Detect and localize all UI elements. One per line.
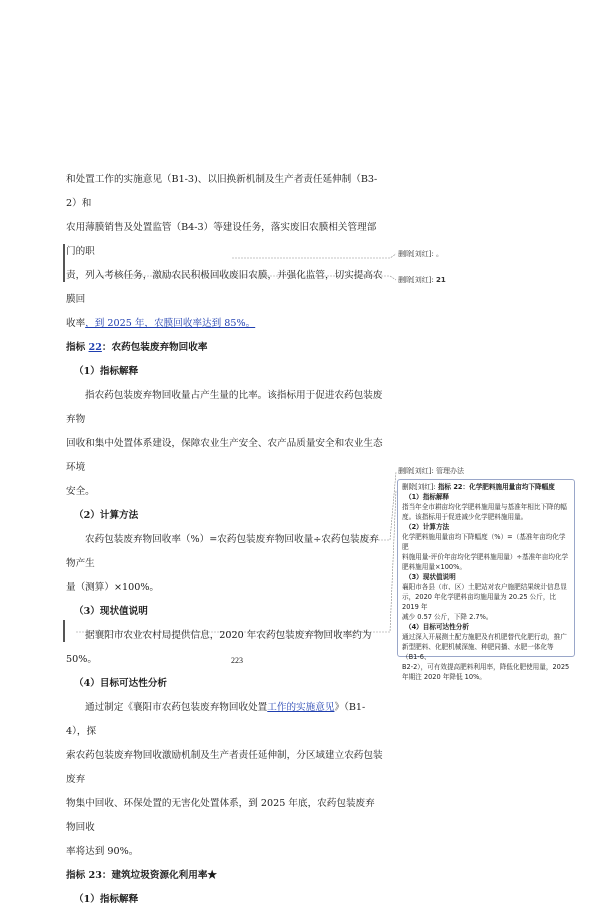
section-heading: （4）目标可达性分析 <box>74 678 168 689</box>
text-run: 》（B1-4），探 <box>66 702 366 737</box>
comment-deleted-text[interactable]: 删除[刘红]: 管理办法 <box>398 467 465 475</box>
paragraph-line <box>66 696 384 744</box>
paragraph-line: 农药包装废弃物回收率（%）=农药包装废弃物回收量÷农药包装废弃物产生 <box>66 534 379 569</box>
comment-line: 年期注 2020 年降低 10%。 <box>402 673 486 681</box>
paragraph-line: 责，列入考核任务，激励农民积极回收废旧农膜，并强化监管，切实提高农膜回 <box>66 270 383 305</box>
paragraph-line: 和处置工作的实施意见（B1-3)、以旧换新机制及生产者责任延伸制（B3-2）和 <box>66 174 378 209</box>
paragraph-line: 据襄阳市农业农村局提供信息，2020 年农药包装废弃物回收率约为 50%。 <box>66 630 372 665</box>
text-run: 收率 <box>66 318 86 329</box>
paragraph-line: 指农药包装废弃物回收量占产生量的比率。该指标用于促进农药包装废弃物 <box>66 390 383 425</box>
paragraph-line: 索农药包装废弃物回收激励机制及生产者责任延伸制，分区域建立农药包装废弃 <box>66 750 383 785</box>
paragraph-line: 安全。 <box>66 486 95 497</box>
text-run: ：农药包装废弃物回收率 <box>101 342 208 353</box>
paragraph-line <box>66 312 384 336</box>
paragraph-line: 农用薄膜销售及处置监管（B4-3）等建设任务，落实废旧农膜相关管理部门的职 <box>66 222 377 257</box>
main-text <box>66 168 384 912</box>
text-run: 通过制定《襄阳市农药包装废弃物回收处置 <box>85 702 268 713</box>
comment-line: 度。该指标用于促进减少化学肥料施用量。 <box>402 513 528 521</box>
revision-bar <box>63 620 65 642</box>
comment-label: 删除[刘红]: <box>398 276 437 284</box>
paragraph-line: 率将达到 90%。 <box>66 846 139 857</box>
comment-line: 示，2020 年化学肥料亩均施用量为 20.25 公斤，比 2019 年 <box>402 593 557 611</box>
inserted-text: 工作的实施意见 <box>267 702 335 713</box>
comment-line: B2-2），可有效提高肥料利用率，降低化肥使用量，2025 <box>402 663 570 671</box>
comment-line: 指当年全市耕亩均化学肥料施用量与基准年相比下降的幅 <box>402 503 567 511</box>
comment-deleted-indicator-22[interactable] <box>397 479 575 681</box>
section-heading: （1）指标解释 <box>74 894 139 905</box>
comment-line: 新型肥料、化肥机械深施、种肥同播、水肥一体化等（B1-6、 <box>402 643 554 661</box>
comment-label: 删除[刘红]: <box>402 483 438 491</box>
comment-deleted-period[interactable]: 删除[刘红]: 。 <box>398 250 444 258</box>
comment-section-heading: （1）指标解释 <box>405 493 450 501</box>
inserted-text: 22 <box>88 342 102 353</box>
comment-deleted-number[interactable] <box>398 276 446 285</box>
section-heading: （3）现状值说明 <box>74 606 148 617</box>
revision-bar <box>63 244 65 282</box>
inserted-text: ，到 2025 年，农膜回收率达到 85%。 <box>85 318 256 329</box>
comment-title <box>402 482 570 492</box>
comment-line: 襄阳市各县（市、区）土肥站对农户施肥结果统计信息显 <box>402 583 567 591</box>
comment-line: 料施用量-评价年亩均化学肥料施用量）÷基准年亩均化学 <box>402 553 569 561</box>
paragraph-line: 物集中回收、环保处置的无害化处置体系，到 2025 年底，农药包装废弃物回收 <box>66 798 375 833</box>
page-number: 223 <box>231 656 243 665</box>
paragraph-line: 量（测算）×100%。 <box>66 582 160 593</box>
section-heading: （1）指标解释 <box>74 366 139 377</box>
indicator-23-heading: 指标 23：建筑垃圾资源化利用率★ <box>66 870 218 881</box>
comment-section-heading: （4）目标可达性分析 <box>405 623 469 631</box>
comment-line: 化学肥料施用量亩均下降幅度（%）=（基准年亩均化学肥 <box>402 533 566 551</box>
comment-line: 通过深入开展测土配方施肥及有机肥替代化肥行动，推广 <box>402 633 567 641</box>
text-run: 指标 <box>66 342 89 353</box>
comment-title-text: 指标 22：化学肥料施用量亩均下降幅度 <box>437 483 555 491</box>
indicator-22-heading <box>66 336 384 360</box>
paragraph-line: 回收和集中处置体系建设，保障农业生产安全、农产品质量安全和农业生态环境 <box>66 438 383 473</box>
comment-section-heading: （3）现状值说明 <box>405 573 456 581</box>
comment-section-heading: （2）计算方法 <box>405 523 450 531</box>
comment-line: 减少 0.57 公斤，下降 2.7%。 <box>402 613 493 621</box>
comment-line: 肥料施用量×100%。 <box>402 563 466 571</box>
comment-value: 21 <box>436 276 446 284</box>
section-heading: （2）计算方法 <box>74 510 139 521</box>
